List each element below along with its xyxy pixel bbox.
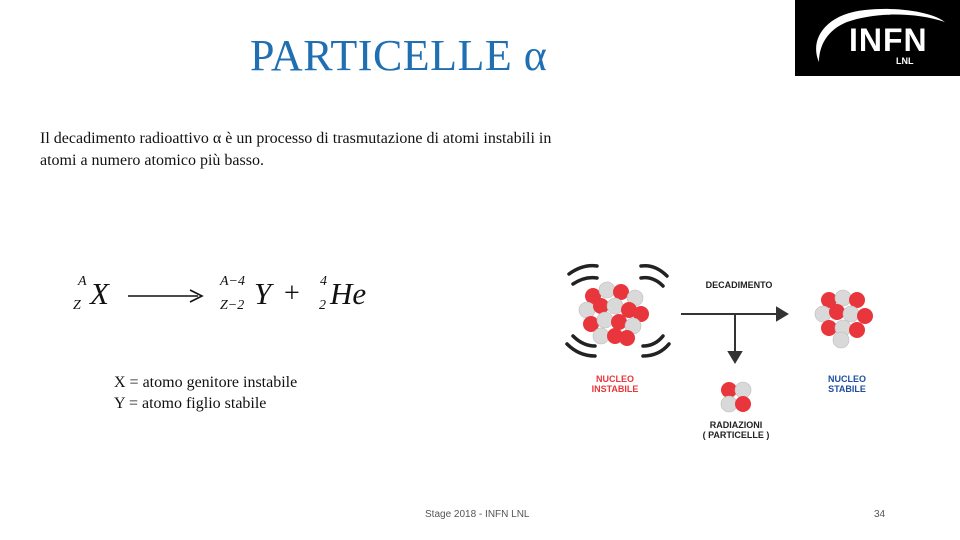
unstable-nucleus-icon bbox=[579, 282, 649, 346]
intro-paragraph bbox=[40, 128, 640, 172]
decay-diagram bbox=[555, 252, 895, 452]
stable-label-line-1: NUCLEO bbox=[828, 374, 866, 384]
parent-mass-number: A bbox=[78, 274, 87, 289]
logo-text: INFN bbox=[849, 22, 928, 58]
daughter-atomic-number: Z−2 bbox=[220, 298, 245, 313]
intro-line-1: Il decadimento radioattivo α è un processo di trasmutazione di atomi instabili in bbox=[40, 130, 552, 147]
unstable-nucleus-label bbox=[577, 374, 653, 394]
alpha-decay-equation bbox=[70, 268, 390, 328]
stable-nucleus-icon bbox=[815, 290, 873, 348]
alpha-particle-icon bbox=[721, 382, 751, 412]
intro-line-2: atomi a numero atomico più basso. bbox=[40, 152, 264, 169]
alpha-mass-number: 4 bbox=[320, 274, 327, 289]
slide-title: PARTICELLE α bbox=[250, 31, 548, 80]
stable-nucleus-label bbox=[809, 374, 885, 394]
definition-y: Y = atomo figlio stabile bbox=[114, 395, 267, 412]
daughter-symbol: Y bbox=[254, 276, 272, 311]
slide-footer: Stage 2018 - INFN LNL bbox=[425, 509, 530, 520]
page-number: 34 bbox=[874, 509, 886, 520]
alpha-symbol: He bbox=[330, 276, 367, 311]
definition-x: X = atomo genitore instabile bbox=[114, 374, 298, 391]
alpha-atomic-number: 2 bbox=[319, 298, 326, 313]
decay-label: DECADIMENTO bbox=[705, 280, 773, 290]
definitions bbox=[114, 372, 297, 414]
daughter-mass-number: A−4 bbox=[220, 274, 245, 289]
decay-arrow-icon bbox=[681, 308, 787, 362]
radiation-label bbox=[681, 420, 791, 440]
infn-logo bbox=[795, 0, 960, 76]
unstable-label-line-1: NUCLEO bbox=[596, 374, 634, 384]
parent-atomic-number: Z bbox=[73, 298, 81, 313]
logo-subtext: LNL bbox=[896, 56, 914, 66]
plus-sign: + bbox=[284, 278, 300, 309]
unstable-label-line-2: INSTABILE bbox=[591, 384, 639, 394]
radiation-label-line-1: RADIAZIONI bbox=[709, 420, 763, 430]
reaction-arrow-icon bbox=[126, 286, 206, 306]
parent-symbol: X bbox=[90, 276, 109, 311]
stable-label-line-2: STABILE bbox=[828, 384, 866, 394]
radiation-label-line-2: ( PARTICELLE ) bbox=[702, 430, 770, 440]
